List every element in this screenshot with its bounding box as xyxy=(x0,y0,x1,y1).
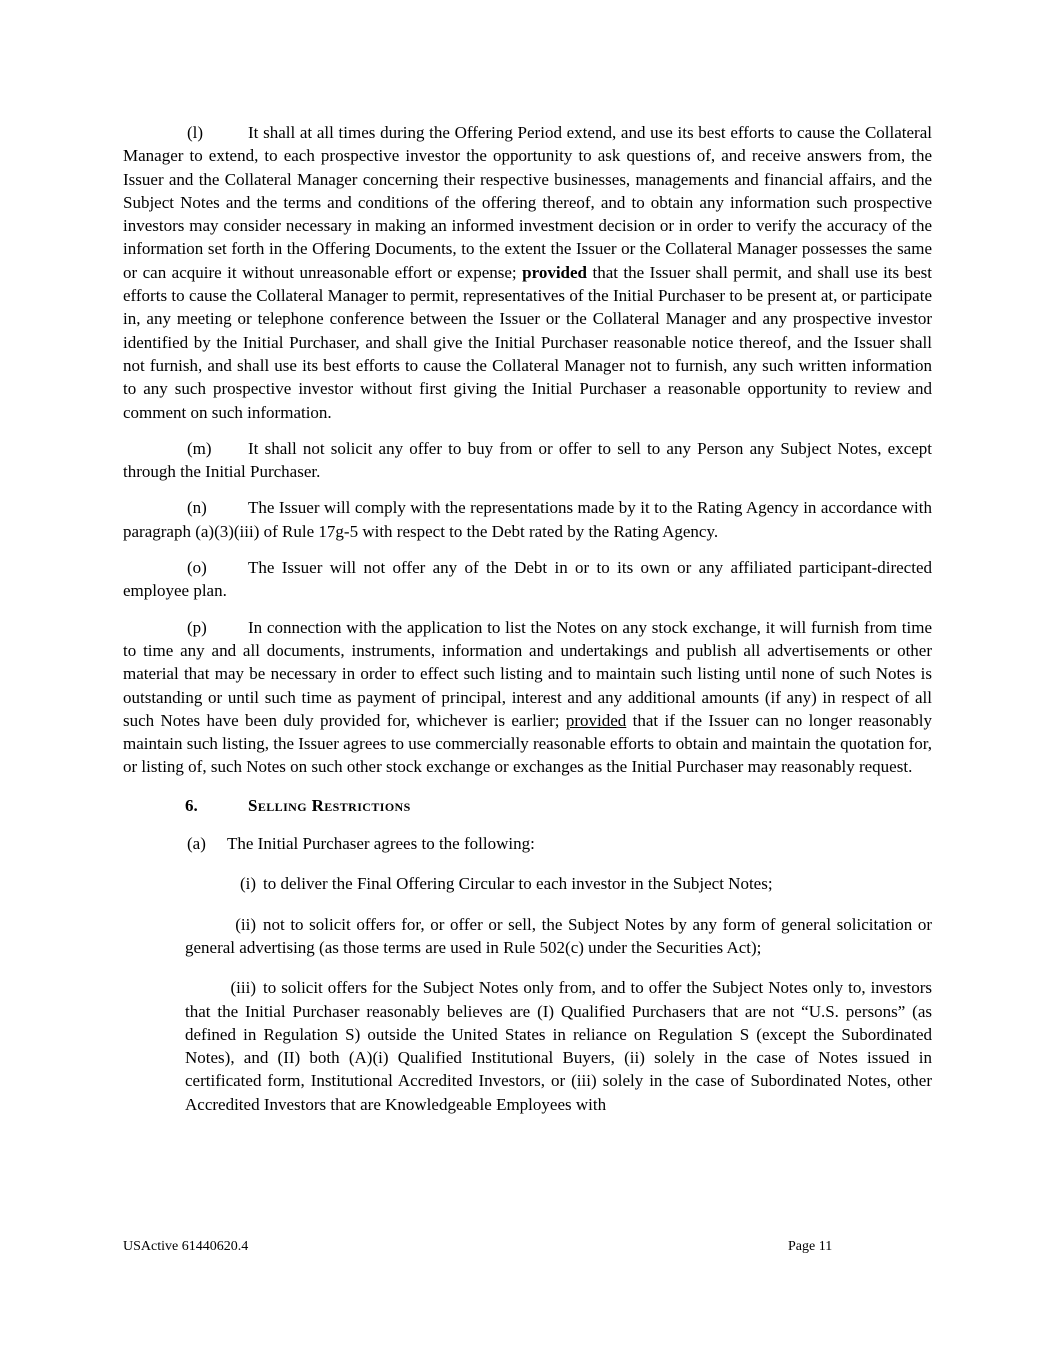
paragraph-l xyxy=(123,121,932,424)
list-item-i-label: (i) xyxy=(239,874,256,894)
list-item-ii-text: not to solicit offers for, or offer or sell, the Subject Notes by any form of general solicitation or general advertising (as those terms are used in Rule 502(c) under the Securities Act); xyxy=(185,914,932,957)
list-item-ii xyxy=(185,913,932,960)
list-intro-a-label: (a) xyxy=(187,834,206,854)
section-number: 6. xyxy=(185,795,198,815)
paragraph-p-proviso-underlined: provided xyxy=(565,710,627,730)
paragraph-l-text-after: that the Issuer shall permit, and shall use its best efforts to cause the Collateral Manager to permit, representatives of the Initial Purchaser to be present at, or participate in, any meeting or telephone conference between the Issuer or the Collateral Manager and any prospective investor identified by the Initial Purchaser, and shall give the Initial Purchaser reasonable notice thereof, and the Issuer shall not furnish, and shall use its best efforts to cause the Collateral Manager not to furnish, any such written information to any such prospective investor without first giving the Initial Purchaser a reasonable opportunity to review and comment on such information. xyxy=(123,262,932,422)
paragraph-m-text: It shall not solicit any offer to buy from or offer to sell to any Person any Subject Notes, except through the Initial Purchaser. xyxy=(123,438,932,482)
paragraph-o xyxy=(123,556,932,603)
list-item-iii-label: (iii) xyxy=(230,978,256,998)
footer-page-number: Page 11 xyxy=(788,1239,833,1254)
list-intro-a xyxy=(123,832,932,855)
list-item-iii-text: to solicit offers for the Subject Notes only from, and to offer the Subject Notes only to, investors that the Initial Purchaser reasonably believes are (I) Qualified Purchasers that are not “U.S. persons” (as defined in Regulation S) outside the United States in reliance on Regulation S (except the Subordinated Notes), and (II) both (A)(i) Qualified Institutional Buyers, (ii) solely in the case of Notes issued in certificated form, Institutional Accredited Investors, or (iii) solely in the case of Subordinated Notes, other Accredited Investors that are Knowledgeable Employees with xyxy=(185,978,932,1114)
list-intro-a-text: The Initial Purchaser agrees to the following: xyxy=(227,834,535,854)
paragraph-m-label: (m) xyxy=(187,438,212,458)
paragraph-p-text-before: In connection with the application to list the Notes on any stock exchange, it will furnish from time to time any and all documents, instruments, information and undertakings and publish all advertisements or other material that may be necessary in order to effect such listing and to maintain such listing until none of such Notes is outstanding or until such time as payment of principal, interest and any additional amounts (if any) in respect of all such Notes have been duly provided for, whichever is earlier; xyxy=(123,617,932,730)
document-body xyxy=(123,121,932,1116)
section-heading xyxy=(185,794,932,817)
list-item-i-text: to deliver the Final Offering Circular to each investor in the Subject Notes; xyxy=(263,874,773,894)
section-title: Selling Restrictions xyxy=(248,795,411,815)
paragraph-o-text: The Issuer will not offer any of the Debt in or to its own or any affiliated participant-directed employee plan. xyxy=(123,558,932,601)
paragraph-n-label: (n) xyxy=(187,498,207,518)
paragraph-n-text: The Issuer will comply with the representations made by it to the Rating Agency in accordance with paragraph (a)(3)(iii) of Rule 17g-5 with respect to the Debt rated by the Rating Agency. xyxy=(123,498,932,541)
paragraph-p-label: (p) xyxy=(187,617,207,637)
paragraph-o-label: (o) xyxy=(187,558,207,578)
list-item-ii-label: (ii) xyxy=(235,914,256,934)
paragraph-l-proviso-bold: provided xyxy=(522,262,587,282)
paragraph-l-text-before: It shall at all times during the Offering Period extend, and use its best efforts to cause the Collateral Manager to extend, to each prospective investor the opportunity to ask questions of, and receive answers from, the Issuer and the Collateral Manager concerning their respective businesses, managements and financial affairs, and the Subject Notes and the terms and conditions of the offering thereof, and to obtain any information such prospective investors may consider necessary in making an informed investment decision or in order to verify the accuracy of the information set forth in the Offering Documents, to the extent the Issuer or the Collateral Manager possesses the same or can acquire it without unreasonable effort or expense; xyxy=(123,123,932,282)
paragraph-m xyxy=(123,437,932,484)
footer-doc-id: USActive 61440620.4 xyxy=(123,1239,249,1254)
list-item-iii xyxy=(185,976,932,1116)
list-item-i xyxy=(185,872,932,895)
paragraph-p xyxy=(123,616,932,779)
paragraph-l-label: (l) xyxy=(187,123,204,142)
paragraph-p-text-after: that if the Issuer can no longer reasonably maintain such listing, the Issuer agrees to use commercially reasonable efforts to obtain and maintain the quotation for, or listing of, such Notes on such other stock exchange or exchanges as the Initial Purchaser may reasonably request. xyxy=(123,710,933,777)
paragraph-n xyxy=(123,496,932,543)
